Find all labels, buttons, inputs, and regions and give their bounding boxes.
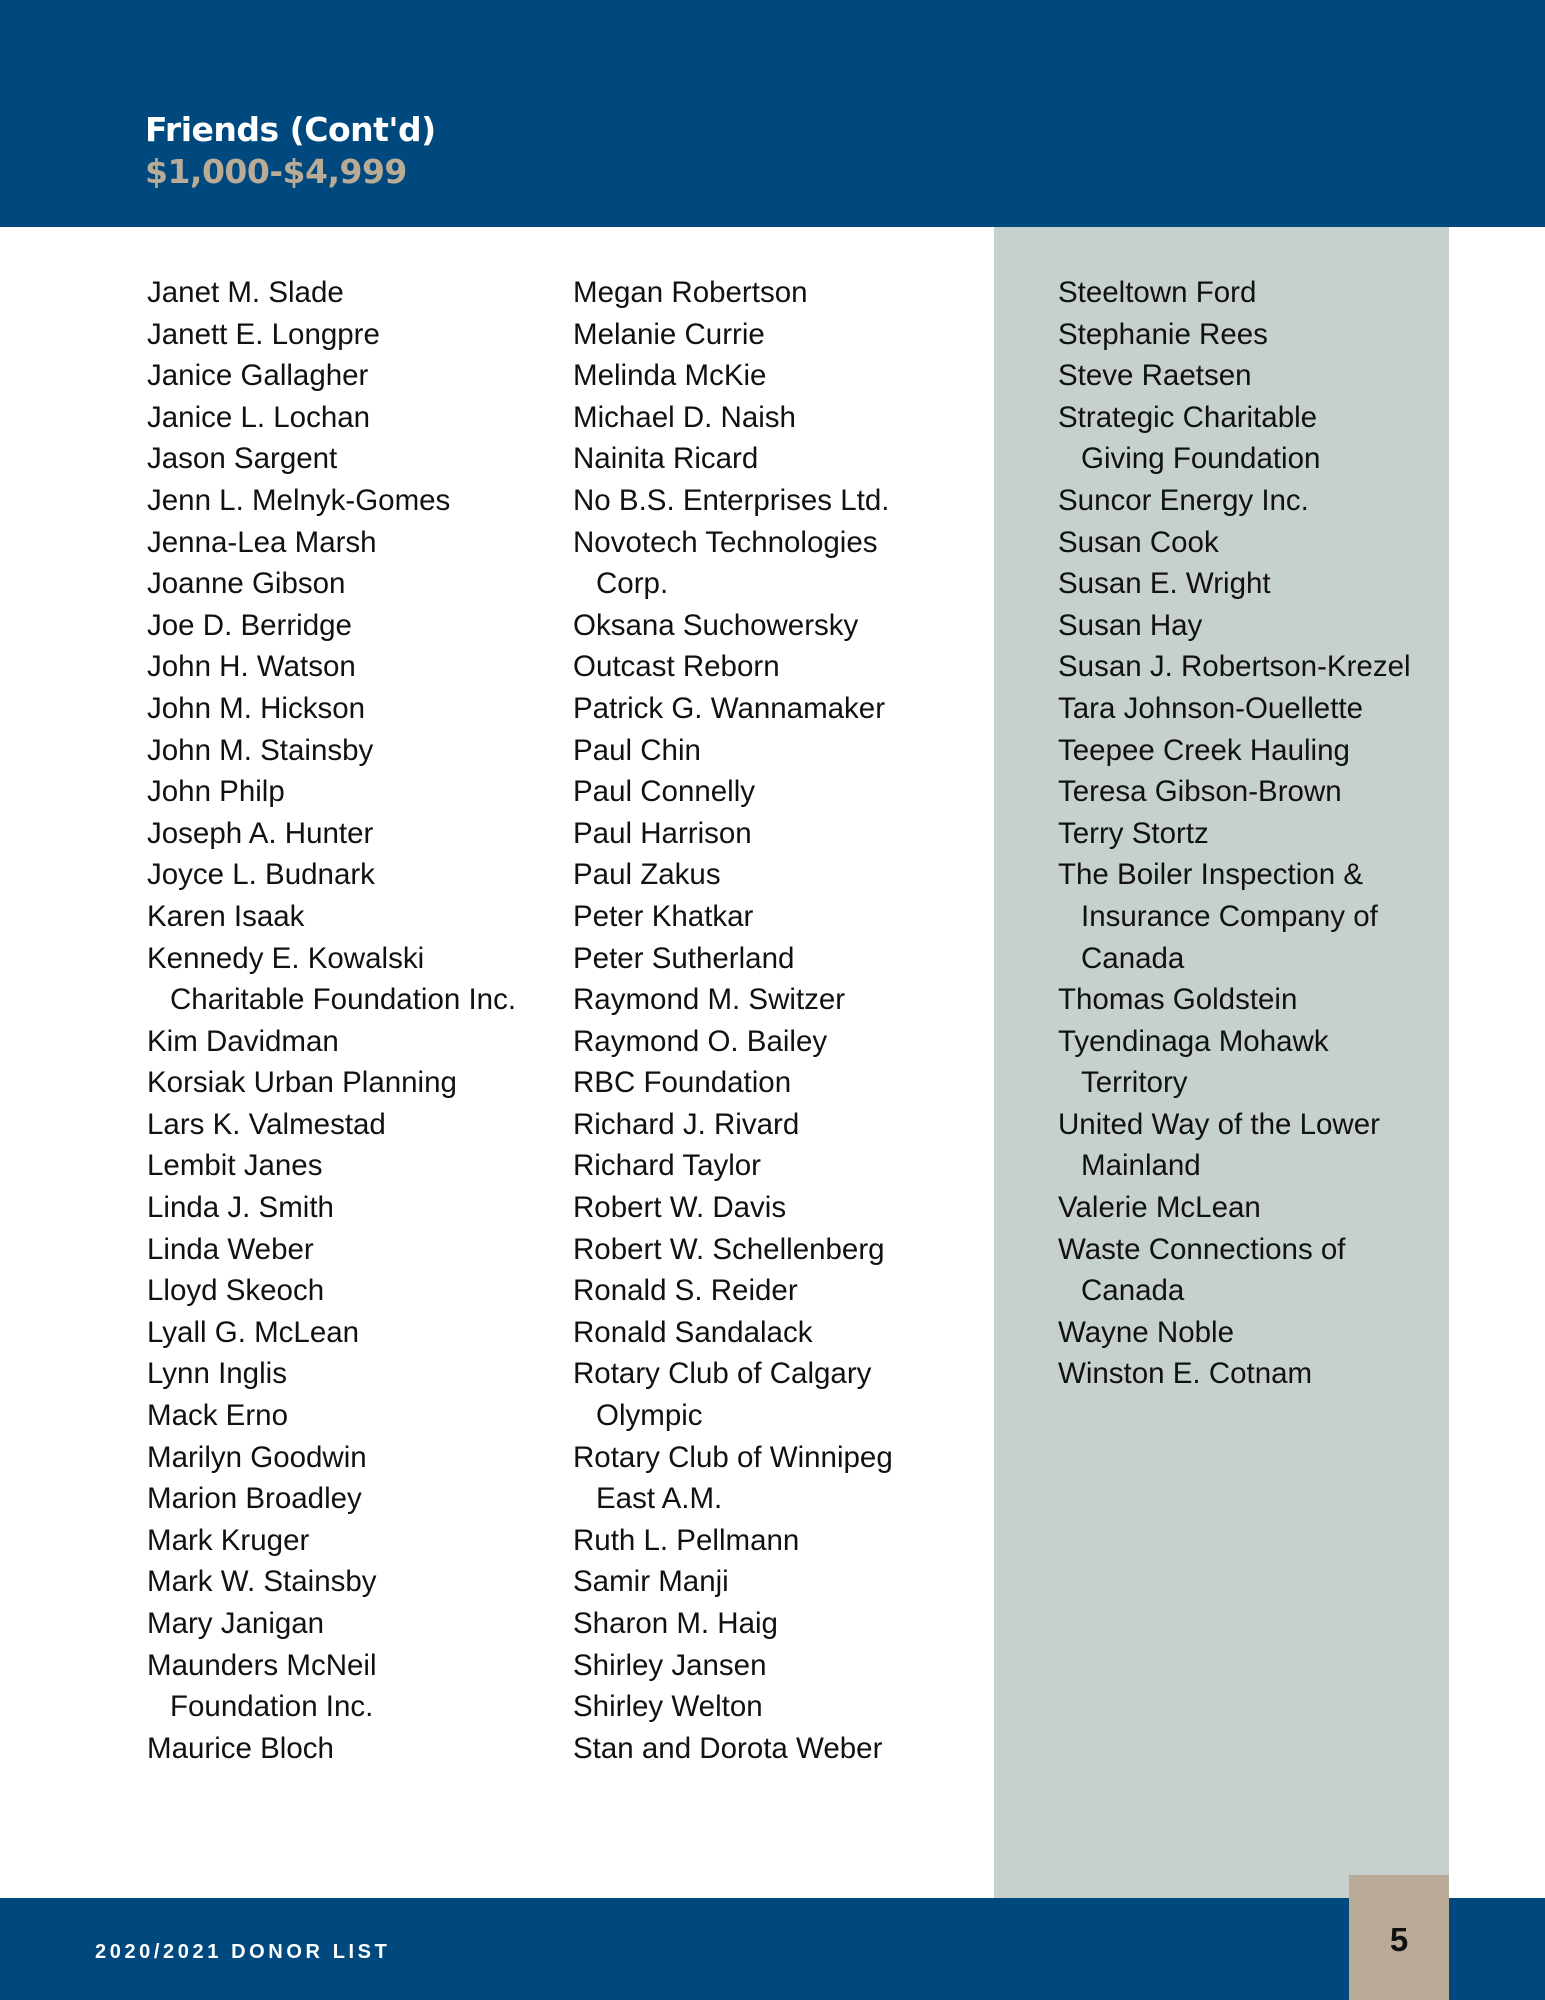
donor-entry	[573, 605, 893, 647]
donor-entry	[573, 813, 893, 855]
donor-name: Tara Johnson-Ouellette	[1058, 691, 1364, 725]
donor-name: Lars K. Valmestad	[147, 1107, 386, 1141]
donor-name: Jenna-Lea Marsh	[147, 525, 377, 559]
donor-name: Kennedy E. Kowalski	[147, 941, 425, 975]
donor-name-continuation: Territory	[1081, 1066, 1188, 1100]
donor-entry	[147, 314, 516, 356]
donor-name: No B.S. Enterprises Ltd.	[573, 483, 890, 517]
donor-name: Mark W. Stainsby	[147, 1565, 377, 1599]
donor-entry	[147, 1187, 516, 1229]
donor-name: Stan and Dorota Weber	[573, 1731, 883, 1765]
donor-name-continuation: Insurance Company of	[1081, 899, 1378, 933]
donor-column-3	[1058, 272, 1411, 1395]
donor-name: Terry Stortz	[1058, 816, 1209, 850]
donor-entry	[573, 938, 893, 980]
donor-entry	[573, 730, 893, 772]
donor-entry	[1058, 397, 1411, 480]
donor-entry	[147, 771, 516, 813]
donor-name: Mark Kruger	[147, 1523, 310, 1557]
donor-name: Lyall G. McLean	[147, 1315, 360, 1349]
donor-name: Janice L. Lochan	[147, 400, 371, 434]
donor-entry	[147, 1270, 516, 1312]
donor-name-continuation: East A.M.	[596, 1482, 723, 1516]
donor-entry	[573, 979, 893, 1021]
donor-entry	[147, 1478, 516, 1520]
donor-entry	[1058, 1104, 1411, 1187]
donor-entry	[573, 522, 893, 605]
donor-name: Marion Broadley	[147, 1482, 362, 1516]
donor-entry	[573, 1561, 893, 1603]
donor-entry	[573, 272, 893, 314]
donor-entry	[573, 1270, 893, 1312]
donor-name-continuation: Corp.	[596, 567, 669, 601]
donor-entry	[147, 480, 516, 522]
donor-entry	[147, 438, 516, 480]
donor-entry	[573, 1145, 893, 1187]
donor-name: Mary Janigan	[147, 1607, 325, 1640]
donor-name-continuation: Charitable Foundation Inc.	[170, 983, 517, 1017]
donor-entry	[1058, 646, 1411, 688]
donor-name: Richard J. Rivard	[573, 1107, 800, 1141]
donor-entry	[573, 1104, 893, 1146]
donor-name: Marilyn Goodwin	[147, 1440, 367, 1474]
donor-name: Jason Sargent	[147, 442, 338, 476]
donor-entry	[1058, 854, 1411, 979]
donor-entry	[573, 397, 893, 439]
donor-name: Maurice Bloch	[147, 1731, 334, 1765]
donor-entry	[573, 438, 893, 480]
donor-entry	[1058, 1353, 1411, 1395]
donor-name: Melanie Currie	[573, 317, 765, 351]
donor-entry	[573, 1437, 893, 1520]
donor-entry	[147, 1312, 516, 1354]
donor-name: The Boiler Inspection &	[1058, 858, 1363, 892]
donor-name: Raymond O. Bailey	[573, 1024, 828, 1058]
donor-name: Novotech Technologies	[573, 525, 878, 559]
donor-entry	[573, 1312, 893, 1354]
donor-name: Paul Chin	[573, 733, 701, 767]
donor-name: Lloyd Skeoch	[147, 1274, 325, 1308]
donor-name: Tyendinaga Mohawk	[1058, 1024, 1329, 1058]
donor-name: Melinda McKie	[573, 359, 767, 393]
donor-entry	[147, 1728, 516, 1770]
donor-name: Linda J. Smith	[147, 1191, 334, 1225]
donor-entry	[147, 688, 516, 730]
donor-name: Shirley Welton	[573, 1690, 763, 1724]
donor-name: RBC Foundation	[573, 1066, 792, 1100]
donor-entry	[147, 646, 516, 688]
donor-name: Suncor Energy Inc.	[1058, 483, 1309, 517]
donor-entry	[573, 1187, 893, 1229]
donor-name: Valerie McLean	[1058, 1191, 1261, 1225]
donor-entry	[573, 314, 893, 356]
donor-entry	[147, 1437, 516, 1479]
donor-name: Teepee Creek Hauling	[1058, 733, 1350, 767]
donor-entry	[147, 1561, 516, 1603]
donor-name-continuation: Foundation Inc.	[170, 1690, 374, 1724]
donor-name: Rotary Club of Calgary	[573, 1357, 872, 1391]
donor-entry	[573, 1603, 893, 1645]
donor-name: Maunders McNeil	[147, 1648, 377, 1682]
donor-name-continuation: Olympic	[596, 1399, 703, 1433]
donor-name: Michael D. Naish	[573, 400, 796, 434]
donor-entry	[573, 854, 893, 896]
donor-name: Oksana Suchowersky	[573, 608, 859, 642]
donor-entry	[147, 1603, 516, 1645]
donor-entry	[147, 938, 516, 1021]
donor-entry	[573, 771, 893, 813]
donor-entry	[573, 480, 893, 522]
page-number: 5	[1389, 1921, 1409, 1958]
donor-name: Patrick G. Wannamaker	[573, 691, 886, 725]
donor-entry	[573, 1728, 893, 1770]
donor-entry	[147, 1353, 516, 1395]
donor-name: Peter Sutherland	[573, 941, 795, 975]
donation-range: $1,000-$4,999	[145, 152, 407, 191]
donor-entry	[1058, 605, 1411, 647]
donor-name: Rotary Club of Winnipeg	[573, 1440, 893, 1474]
donor-entry	[1058, 563, 1411, 605]
donor-entry	[573, 1062, 893, 1104]
donor-name-continuation: Giving Foundation	[1081, 442, 1321, 476]
donor-entry	[1058, 813, 1411, 855]
donor-entry	[147, 397, 516, 439]
donor-name: Susan Cook	[1058, 525, 1219, 559]
donor-entry	[573, 1686, 893, 1728]
donor-entry	[1058, 355, 1411, 397]
donor-entry	[573, 896, 893, 938]
donor-entry	[147, 605, 516, 647]
donor-column-1	[147, 272, 516, 1769]
donor-name-continuation: Mainland	[1081, 1149, 1201, 1183]
donor-name: John M. Stainsby	[147, 733, 374, 767]
donor-name: Janice Gallagher	[147, 359, 369, 393]
donor-entry	[1058, 688, 1411, 730]
donor-name: Wayne Noble	[1058, 1315, 1234, 1349]
donor-name: Joe D. Berridge	[147, 608, 352, 642]
donor-entry	[1058, 480, 1411, 522]
donor-entry	[147, 1395, 516, 1437]
donor-name: Robert W. Davis	[573, 1191, 787, 1225]
donor-entry	[147, 522, 516, 564]
donor-name: Janett E. Longpre	[147, 317, 380, 351]
donor-name: Samir Manji	[573, 1565, 729, 1599]
donor-entry	[147, 1645, 516, 1728]
donor-entry	[1058, 314, 1411, 356]
donor-entry	[1058, 979, 1411, 1021]
donor-name: Peter Khatkar	[573, 899, 754, 933]
donor-name: Steeltown Ford	[1058, 276, 1257, 309]
donor-name: Megan Robertson	[573, 276, 808, 309]
donor-column-2	[573, 272, 893, 1769]
donor-name: Joyce L. Budnark	[147, 858, 375, 892]
donor-name: Paul Connelly	[573, 775, 756, 809]
donor-name: Robert W. Schellenberg	[573, 1232, 885, 1266]
donor-entry	[147, 1229, 516, 1271]
donor-entry	[1058, 272, 1411, 314]
donor-name: Linda Weber	[147, 1232, 314, 1266]
donor-name: Korsiak Urban Planning	[147, 1066, 457, 1100]
donor-name: Winston E. Cotnam	[1058, 1357, 1313, 1391]
donor-entry	[147, 1104, 516, 1146]
donor-name-continuation: Canada	[1081, 941, 1185, 975]
footer-label: 2020/2021 DONOR LIST	[95, 1941, 391, 1963]
donor-entry	[573, 1520, 893, 1562]
donor-name: Outcast Reborn	[573, 650, 780, 684]
donor-name: Waste Connections of	[1058, 1232, 1346, 1266]
donor-name: Stephanie Rees	[1058, 317, 1268, 351]
donor-name: Lembit Janes	[147, 1149, 323, 1183]
donor-name: Kim Davidman	[147, 1024, 339, 1058]
donor-entry	[1058, 1312, 1411, 1354]
donor-entry	[147, 1021, 516, 1063]
donor-name: Susan E. Wright	[1058, 567, 1271, 601]
donor-entry	[573, 1021, 893, 1063]
donor-entry	[1058, 1229, 1411, 1312]
donor-name: Paul Harrison	[573, 816, 752, 850]
donor-entry	[1058, 771, 1411, 813]
donor-name: Ruth L. Pellmann	[573, 1523, 800, 1557]
donor-name: United Way of the Lower	[1058, 1107, 1380, 1141]
donor-name: Steve Raetsen	[1058, 359, 1252, 393]
donor-name: Lynn Inglis	[147, 1357, 287, 1391]
donor-entry	[573, 646, 893, 688]
donor-entry	[147, 896, 516, 938]
donor-entry	[147, 813, 516, 855]
donor-entry	[573, 355, 893, 397]
donor-entry	[147, 730, 516, 772]
donor-name: Sharon M. Haig	[573, 1607, 778, 1640]
donor-name: Jenn L. Melnyk-Gomes	[147, 483, 451, 517]
donor-name: Janet M. Slade	[147, 276, 344, 309]
donor-name: Shirley Jansen	[573, 1648, 767, 1682]
donor-entry	[573, 1229, 893, 1271]
donor-name: Ronald Sandalack	[573, 1315, 813, 1349]
donor-name: Teresa Gibson-Brown	[1058, 775, 1342, 809]
donor-name: Strategic Charitable	[1058, 400, 1318, 434]
donor-name: Raymond M. Switzer	[573, 983, 846, 1017]
donor-entry	[147, 1520, 516, 1562]
donor-entry	[1058, 730, 1411, 772]
donor-entry	[1058, 1187, 1411, 1229]
donor-name: John Philp	[147, 775, 285, 809]
donor-entry	[1058, 522, 1411, 564]
donor-entry	[147, 272, 516, 314]
donor-name: John M. Hickson	[147, 691, 366, 725]
donor-entry	[147, 355, 516, 397]
donor-name: John H. Watson	[147, 650, 356, 684]
donor-name: Ronald S. Reider	[573, 1274, 798, 1308]
donor-name: Karen Isaak	[147, 899, 305, 933]
donor-entry	[573, 1645, 893, 1687]
donor-name: Richard Taylor	[573, 1149, 762, 1183]
section-title: Friends (Cont'd)	[145, 110, 436, 149]
donor-name-continuation: Canada	[1081, 1274, 1185, 1308]
donor-name: Susan Hay	[1058, 608, 1203, 642]
donor-entry	[1058, 1021, 1411, 1104]
donor-name: Mack Erno	[147, 1399, 288, 1433]
donor-name: Thomas Goldstein	[1058, 983, 1298, 1017]
donor-name: Nainita Ricard	[573, 442, 759, 476]
donor-entry	[573, 688, 893, 730]
donor-entry	[573, 1353, 893, 1436]
donor-name: Joseph A. Hunter	[147, 816, 374, 850]
donor-entry	[147, 563, 516, 605]
donor-entry	[147, 854, 516, 896]
donor-entry	[147, 1145, 516, 1187]
donor-entry	[147, 1062, 516, 1104]
donor-name: Susan J. Robertson-Krezel	[1058, 650, 1411, 684]
donor-name: Joanne Gibson	[147, 567, 346, 601]
donor-name: Paul Zakus	[573, 858, 721, 892]
